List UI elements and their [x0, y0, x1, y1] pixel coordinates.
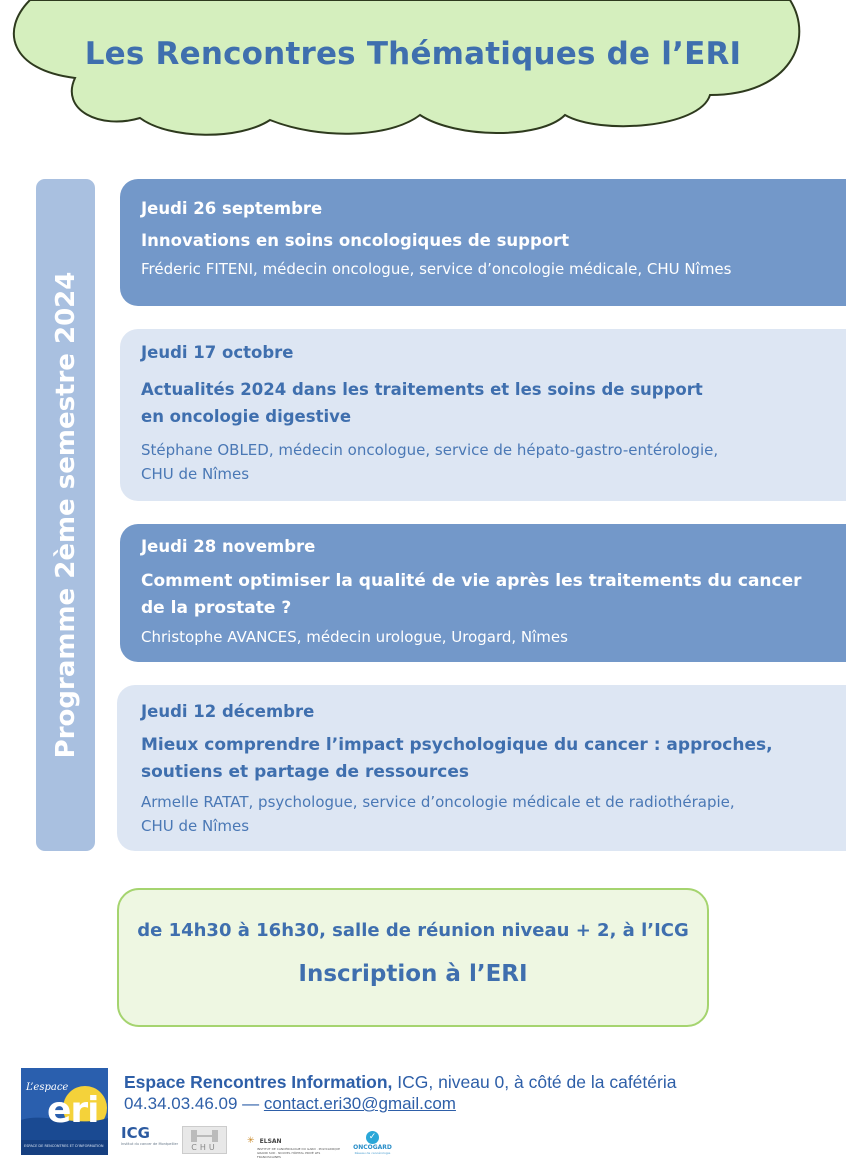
session-speaker: Christophe AVANCES, médecin urologue, Urogard, Nîmes [141, 628, 568, 646]
footer-address [124, 1072, 676, 1093]
session-topic: Mieux comprendre l’impact psychologique du cancer : approches, [141, 735, 773, 755]
session-topic: Actualités 2024 dans les traitements et les soins de support [141, 380, 703, 399]
chu-logo-emblem [183, 1128, 226, 1144]
session-date: Jeudi 17 octobre [141, 343, 294, 362]
session-speaker: Armelle RATAT, psychologue, service d’oncologie médicale et de radiothérapie, [141, 793, 735, 811]
cloud-banner [0, 0, 826, 150]
session-speaker: CHU de Nîmes [141, 817, 250, 835]
session-topic: soutiens et partage de ressources [141, 762, 469, 782]
oncogard-check-icon: ✓ [366, 1131, 379, 1144]
session-date: Jeudi 12 décembre [141, 702, 315, 721]
oncogard-logo-caption: Réseau de cancérologie [354, 1151, 391, 1155]
chu-logo-text: CHU [191, 1143, 218, 1152]
footer-contact [124, 1094, 456, 1114]
session-topic: en oncologie digestive [141, 407, 352, 426]
session-date: Jeudi 28 novembre [141, 537, 316, 556]
elsan-logo [247, 1128, 342, 1159]
session-speaker: CHU de Nîmes [141, 465, 250, 483]
icg-logo-caption: Institut du cancer de Montpellier [121, 1142, 179, 1146]
semester-label: Programme 2ème semestre 2024 [50, 271, 81, 759]
oncogard-logo [350, 1124, 395, 1155]
chu-logo [182, 1126, 227, 1154]
email-link[interactable]: contact.eri30@gmail.com [263, 1094, 456, 1113]
icg-logo [121, 1124, 179, 1154]
eri-logo-tagline: ESPACE DE RENCONTRES ET D’INFORMATION [24, 1144, 104, 1148]
session-topic: Comment optimiser la qualité de vie après les traitements du cancer [141, 571, 802, 591]
session-speaker: Stéphane OBLED, médecin oncologue, service de hépato-gastro-entérologie, [141, 441, 719, 459]
session-speaker: Fréderic FITENI, médecin oncologue, service d’oncologie médicale, CHU Nîmes [141, 260, 732, 278]
session-card [117, 685, 846, 851]
semester-sidebar [36, 179, 95, 851]
phone-number: 04.34.03.46.09 — [124, 1094, 264, 1113]
eri-logo-prefix: L’espace [26, 1082, 69, 1093]
registration-link[interactable]: Inscription à l’ERI [298, 961, 528, 987]
session-card [120, 179, 846, 306]
org-name: Espace Rencontres Information, [124, 1072, 393, 1092]
org-location: ICG, niveau 0, à côté de la cafétéria [392, 1072, 677, 1092]
time-place: de 14h30 à 16h30, salle de réunion niveau + 2, à l’ICG [137, 920, 689, 941]
session-card [120, 329, 846, 501]
eri-logo [21, 1068, 108, 1155]
session-card [120, 524, 846, 662]
elsan-logo-caption: INSTITUT DE CANCÉROLOGIE DU GARD · POLYCLINIQUE GRAND SUD · NOUVEL HÔPITAL PRIVÉ LES FRANCISCAINES [257, 1147, 340, 1159]
eri-logo-name: eri [47, 1090, 99, 1131]
page-title: Les Rencontres Thématiques de l’ERI [84, 36, 742, 72]
session-topic: de la prostate ? [141, 598, 292, 618]
icg-logo-text: ICG [121, 1124, 150, 1142]
info-box [117, 888, 709, 1027]
session-topic: Innovations en soins oncologiques de support [141, 231, 570, 250]
oncogard-logo-text: ONCOGARD [353, 1144, 392, 1151]
elsan-mark-icon: ✳ [247, 1136, 255, 1146]
elsan-logo-text: ELSAN [259, 1138, 282, 1145]
session-date: Jeudi 26 septembre [141, 199, 323, 218]
